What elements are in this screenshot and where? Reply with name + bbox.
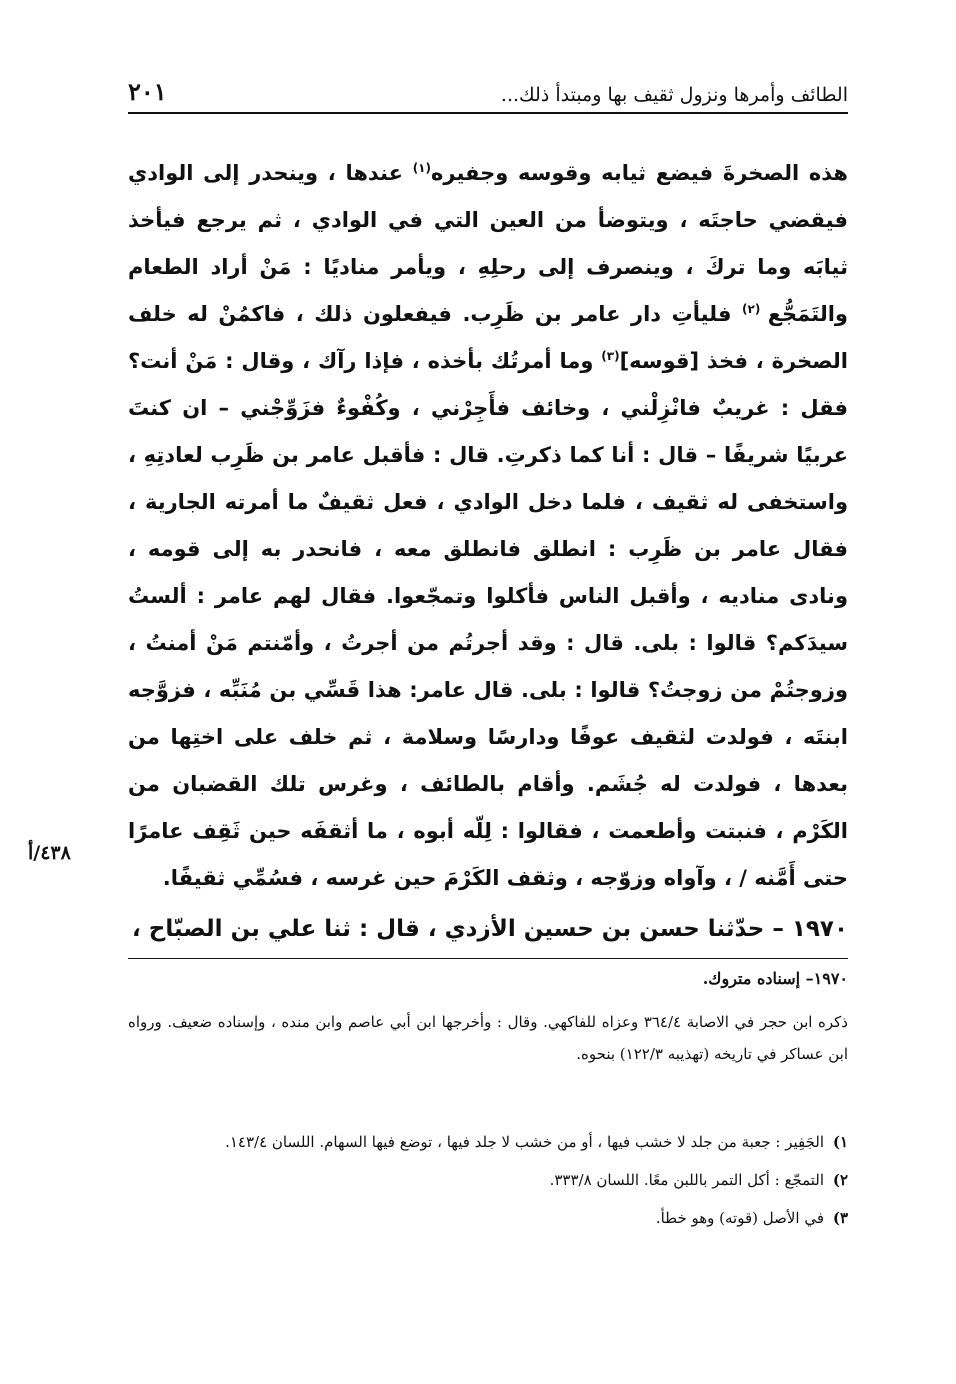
footnote-ref-1[interactable]: (١) (412, 161, 431, 175)
footnotes-list (128, 1126, 848, 1240)
takhrij-body: ذكره ابن حجر في الاصابة ٣٦٤/٤ وعزاه للفاكهي. وقال : وأخرجها ابن أبي عاصم وابن منده ، وإسناده ضعيف. ورواه ابن عساكر في تاريخه (تهذيبه ١٢٢/٣) بنحوه. (128, 1013, 848, 1063)
footnote-number: ٢) (832, 1171, 848, 1189)
footnote-item (128, 1164, 848, 1196)
takhrij-heading: ١٩٧٠– إسناده متروك. (702, 969, 848, 988)
footnote-number: ٣) (832, 1209, 848, 1227)
main-text-part-4: وما أمرتُك بأخذه ، فإذا رآك ، وقال : مَنْ أنت؟ فقل : غريبٌ فانْزِلْني ، وخائف فأَجِرْني ، وكُفْوءٌ فزَوِّجْني – ان كنتَ عربيًا شريفًا – قال : أنا كما ذكرتِ. قال : فأقبل عامر بن ظَرِب لعادتِهِ ، واستخفى له ثقيف ، فلما دخل الوادي ، فعل ثقيفٌ ما أمرته الجارية ، فقال عامر بن ظَرِب : انطلق فانطلق معه ، فانحدر به إلى قومه ، ونادى مناديه ، وأقبل الناس فأكلوا وتمجّعوا. فقال لهم عامر : ألستُ سيدَكم؟ قالوا : بلى. قال : وقد أجرتُم من أجرتُ ، وأمّنتم مَنْ أمنتُ ، وزوجتُمْ من زوجتُ؟ قالوا : بلى. قال عامر: هذا قَسِّي بن مُنَبِّه ، فزوَّجه ابنتَه ، فولدت لثقيف عوفًا ودارسًا وسلامة ، ثم خلف على اختِها من بعدها ، فولدت له جُشَم. وأقام بالطائف ، وغرس تلك القضبان من الكَرْم ، فنبتت وأطعمت ، فقالوا : لِلّه أبوه ، ما أثقفَه حين ثَقِف عامرًا حتى أَمَّنه / ، وآواه وزوّجه ، وثقف الكَرْمَ حين غرسه ، فسُمِّي ثقيفًا. (128, 349, 848, 890)
main-text-part-3: فليأتِ دار عامر بن ظَرِب. فيفعلون ذلك ، فاكمُنْ له خلف الصخرة ، فخذ [قوسه] (128, 302, 849, 373)
main-text-part-2: عندها ، وينحدر إلى الوادي فيقضي حاجتَه ، ويتوضأ من العين التي في الوادي ، ثم يرجع فيأخذ ثيابَه وما تركَ ، وينصرف إلى رحلِهِ ، ويأمر مناديًا : مَنْ أراد الطعام والتَمَجُّع (128, 161, 848, 326)
main-text-part-1: هذه الصخرةَ فيضع ثيابه وقوسه وجفيره (430, 161, 848, 185)
hadith-isnad-line: ١٩٧٠ – حدّثنا حسن بن حسين الأزدي ، قال : ثنا علي بن الصبّاح ، (132, 916, 848, 942)
page-number: ٢٠١ (128, 77, 167, 106)
footnote-divider (128, 958, 848, 959)
running-title: الطائف وأمرها ونزول ثقيف بها ومبتدأ ذلك... (500, 84, 848, 106)
footnote-item (128, 1126, 848, 1158)
footnote-ref-3[interactable]: (٣) (601, 349, 620, 363)
main-text (128, 150, 848, 902)
footnote-text: في الأصل (قوته) وهو خطأ. (655, 1209, 825, 1227)
manuscript-folio-marker: ٤٣٨/أ (28, 842, 71, 864)
footnote-item (128, 1202, 848, 1234)
footnote-number: ١) (832, 1133, 848, 1151)
footnote-text: التمجّع : أكل التمر باللبن معًا. اللسان ٣٣٣/٨. (549, 1171, 825, 1189)
footnote-text: الجَفِير : جعبة من جلد لا خشب فيها ، أو من خشب لا جلد فيها ، توضع فيها السهام. اللسان ١٤٣/٤. (225, 1133, 825, 1151)
footnote-ref-2[interactable]: (٢) (742, 302, 768, 316)
running-header (128, 70, 848, 114)
